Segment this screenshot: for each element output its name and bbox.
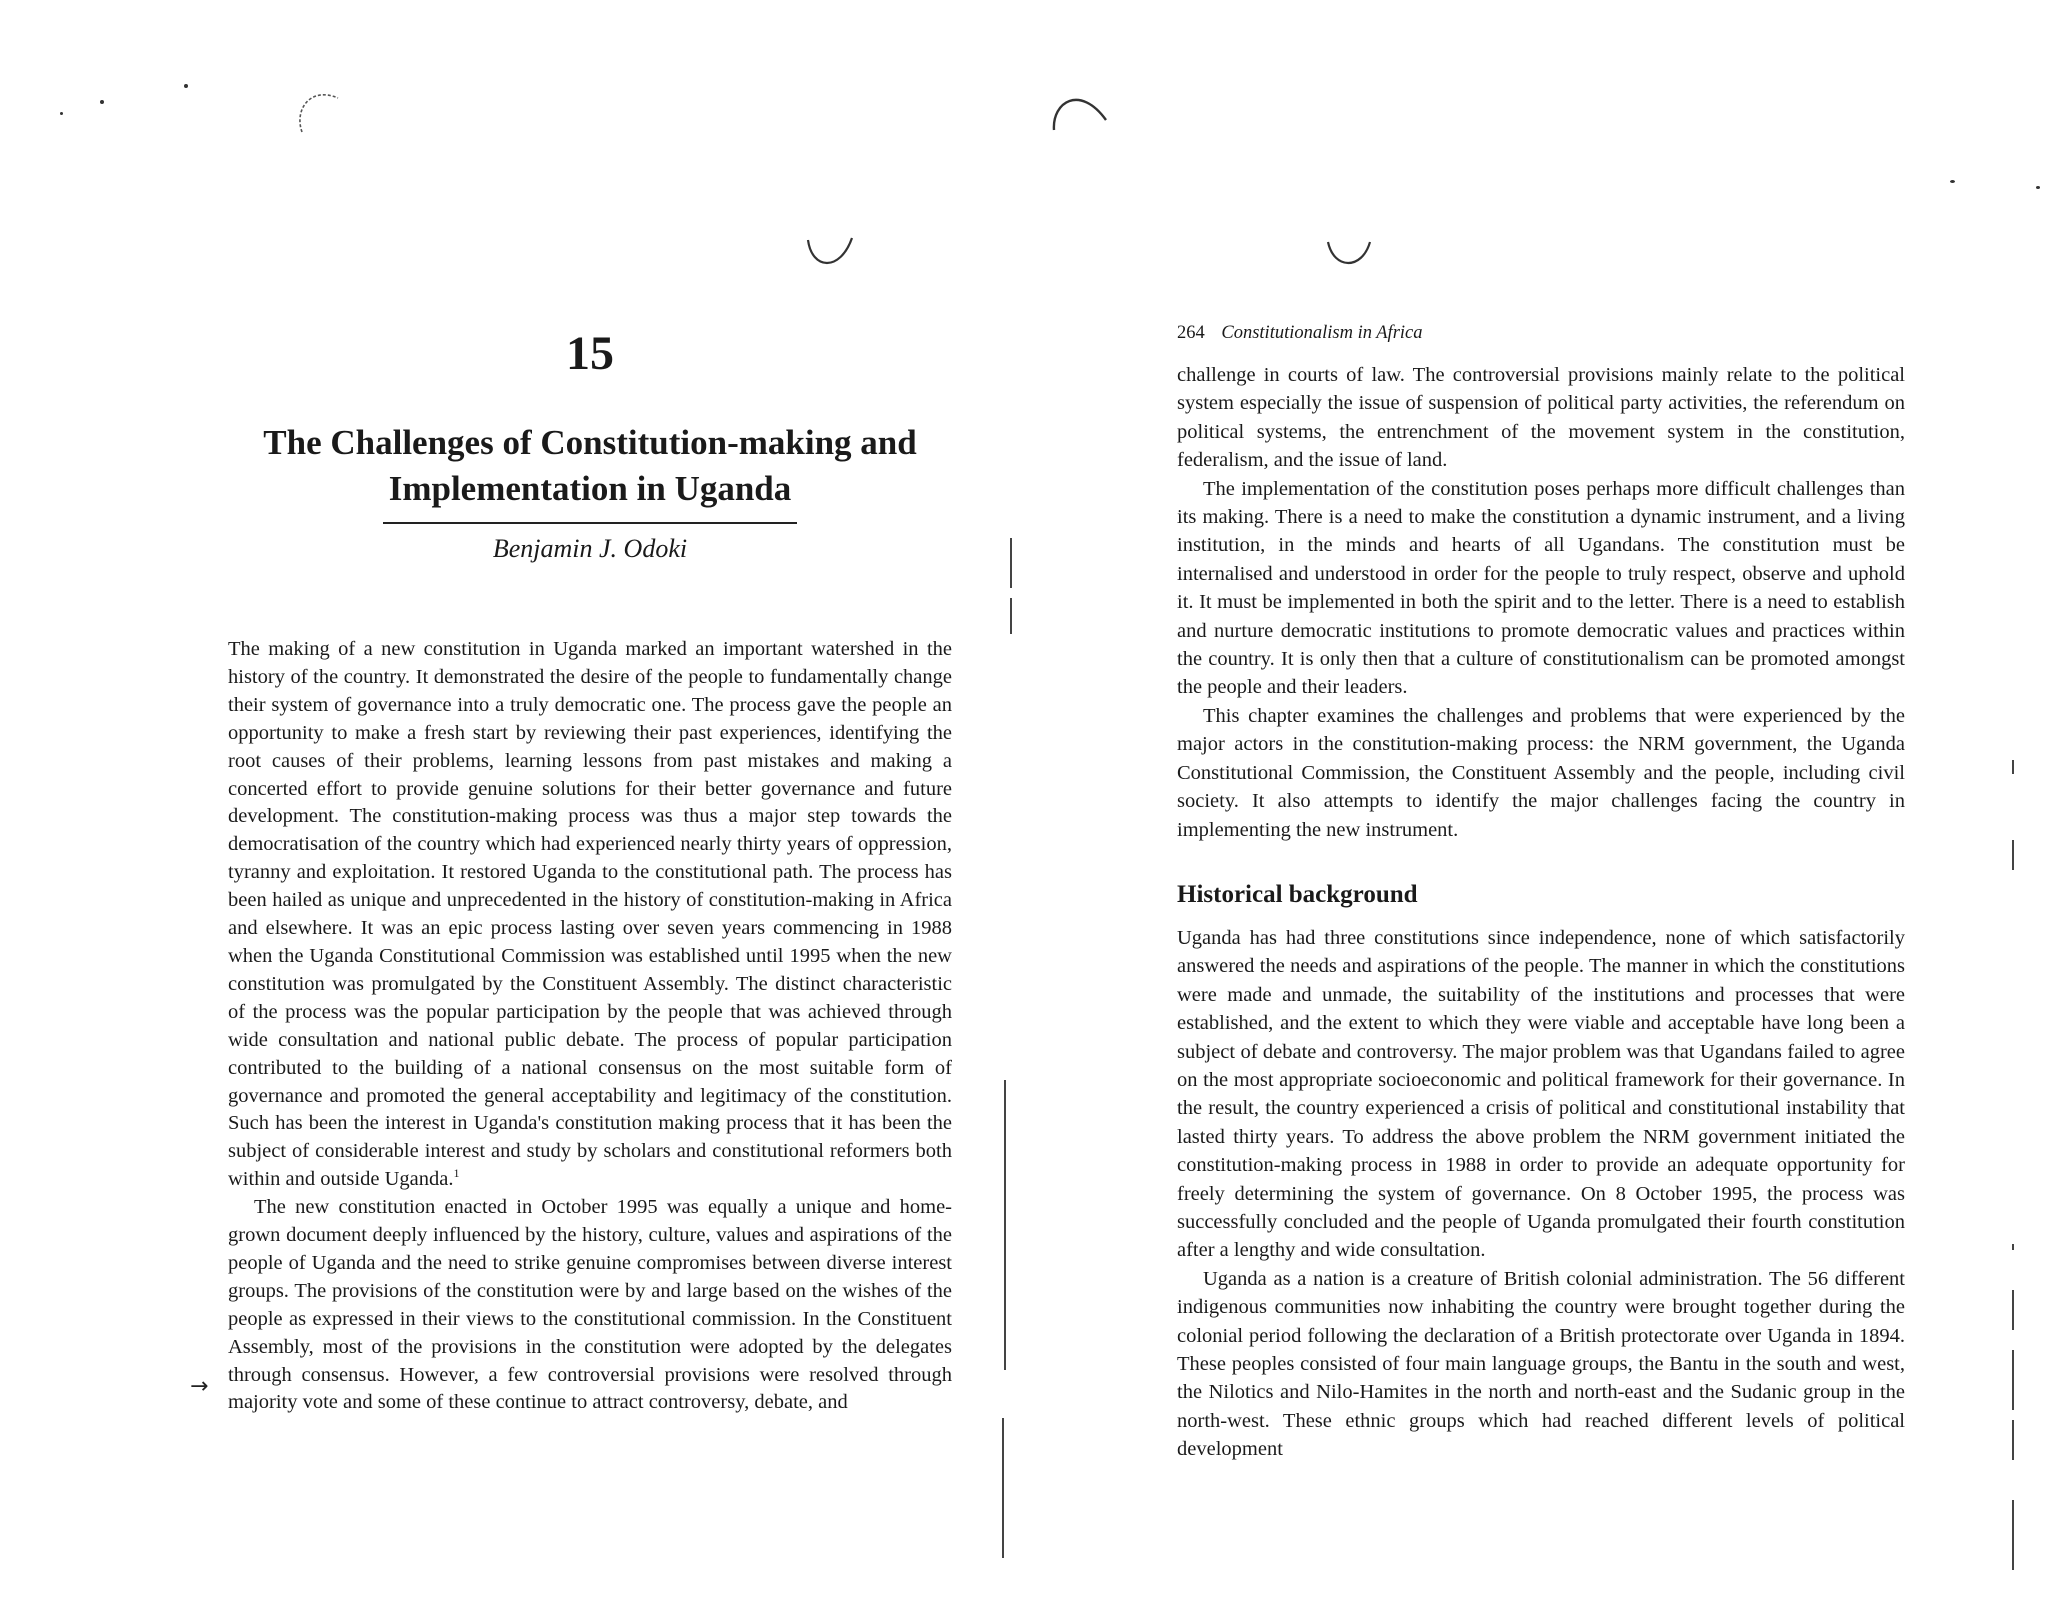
scan-dot bbox=[1950, 180, 1955, 183]
left-body bbox=[228, 636, 952, 1417]
footnote-marker: 1 bbox=[453, 1166, 460, 1181]
scan-dot bbox=[60, 112, 63, 115]
scan-mark-top-left bbox=[280, 80, 360, 140]
binding-mark-left bbox=[800, 230, 860, 276]
left-page bbox=[228, 327, 952, 1417]
margin-rule bbox=[2012, 1420, 2014, 1460]
body-paragraph: The making of a new constitution in Uganda marked an important watershed in the history of the country. It demonstrated the desire of the people to fundamentally change their system of governance into a truly democratic one. The process gave the people an opportunity to make a fresh start by reviewing their past experiences, identifying the root causes of their problems, learning lessons from past mistakes and making a concerted effort to provide genuine solutions for their better governance and future development. The constitution-making process was thus a major step towards the democratisation of the country which had experienced nearly thirty years of oppression, tyranny and exploitation. It restored Uganda to the constitutional path. The process has been hailed as unique and unprecedented in the history of constitution-making in Africa and elsewhere. It was an epic process lasting over seven years commencing in 1988 when the Uganda Constitutional Commission was established until 1995 when the new constitution was promulgated by the Constituent Assembly. The distinct characteristic of the process was the popular participation by the people that was achieved through wide consultation and national public debate. The process of popular participation contributed to the building of a national consensus on the most suitable form of governance and promoted the general acceptability and legitimacy of the constitution. Such has been the interest in Uganda's constitution making process that it has been the subject of considerable interest and study by scholars and constitutional reformers both within and outside Uganda.$^1$ bbox=[228, 638, 952, 1191]
gutter-rule bbox=[1010, 598, 1012, 634]
chapter-author: Benjamin J. Odoki bbox=[492, 534, 688, 563]
body-paragraph: Uganda as a nation is a creature of British colonial administration. The 56 different indigenous communities now inhabiting the country were brought together during the colonial period following the declaration of a British protectorate over Uganda in 1894. These peoples consisted of four main language groups, the Bantu in the south and west, the Nilotics and Nilo-Hamites in the north and north-east and the Sudanic group in the north-west. These ethnic groups which had reached different levels of political development bbox=[1177, 1267, 1905, 1461]
gutter-rule bbox=[1002, 1418, 1004, 1558]
running-head bbox=[1177, 321, 1905, 345]
body-paragraph: This chapter examines the challenges and problems that were experienced by the major actors in the constitution-making process: the NRM government, the Uganda Constitutional Commission, the Constituent Assembly and the people, including civil society. It also attempts to identify the major challenges facing the country in implementing the new instrument. bbox=[1177, 704, 1905, 841]
body-paragraph: Uganda has had three constitutions since independence, none of which satisfactorily answered the needs and aspirations of the people. The manner in which the constitutions were made and unmade, the suitability of the institutions and processes that were established, and the extent to which they were viable and acceptable have long been a subject of debate and controversy. The major problem was that Ugandans failed to agree on the most appropriate socioeconomic and political framework for their governance. In the result, the country experienced a crisis of political and constitutional instability that lasted thirty years. To address the above problem the NRM government initiated the constitution-making process in 1988 in order to provide an adequate opportunity for freely determining the system of governance. On 8 October 1995, the process was successfully concluded and the people of Uganda promulgated their fourth constitution after a lengthy and wide consultation. bbox=[1177, 926, 1905, 1262]
body-paragraph: The new constitution enacted in October 1995 was equally a unique and home-grown document deeply influenced by the history, culture, values and aspirations of the people of Uganda and the need to strike genuine compromises between diverse interest groups. The provisions of the constitution were by and large based on the wishes of the people as expressed in their views to the constitutional commission. In the Constituent Assembly, most of the provisions in the constitution were adopted by the delegates through consensus. However, a few controversial provisions were resolved through majority vote and some of these continue to attract controversy, debate, and bbox=[228, 1196, 952, 1414]
gutter-rule bbox=[1010, 538, 1012, 588]
scan-dot bbox=[100, 100, 104, 104]
title-underline bbox=[383, 522, 797, 524]
body-paragraph: The implementation of the constitution poses perhaps more difficult challenges than its making. There is a need to make the constitution a dynamic instrument, and a living institution, in the minds and hearts of all Ugandans. The constitution must be internalised and understood in order for the people to truly respect, observe and uphold it. It must be implemented in both the spirit and to the letter. There is a need to establish and nurture democratic institutions to promote democratic values and practices within the country. It is only then that a culture of constitutionalism can be promoted amongst the people and their leaders. bbox=[1177, 477, 1905, 699]
margin-rule bbox=[2012, 1500, 2014, 1570]
page-number: 264 bbox=[1177, 323, 1205, 343]
right-page bbox=[1177, 321, 1905, 1464]
gutter-rule bbox=[1004, 1080, 1006, 1370]
margin-arrow-mark: → bbox=[190, 1374, 209, 1399]
margin-rule bbox=[2012, 760, 2014, 774]
scan-dot bbox=[2036, 186, 2040, 189]
margin-rule bbox=[2012, 1290, 2014, 1330]
running-title: Constitutionalism in Africa bbox=[1221, 323, 1423, 343]
body-paragraph: challenge in courts of law. The controversial provisions mainly relate to the political system especially the issue of suspension of political party activities, the referendum on political systems, the entrenchment of the movement system in the constitution, federalism, and the issue of land. bbox=[1177, 364, 1905, 472]
chapter-title: The Challenges of Constitution-making and Implementation in Uganda bbox=[263, 423, 917, 508]
section-heading: Historical background bbox=[1177, 880, 1418, 908]
scan-dot bbox=[184, 84, 188, 88]
margin-rule bbox=[2012, 1244, 2014, 1250]
right-body bbox=[1177, 361, 1905, 1464]
binding-mark-right bbox=[1320, 230, 1380, 276]
margin-rule bbox=[2012, 840, 2014, 870]
margin-rule bbox=[2012, 1350, 2014, 1410]
scan-mark-top-center bbox=[1040, 82, 1120, 142]
chapter-number: 15 bbox=[566, 327, 614, 380]
